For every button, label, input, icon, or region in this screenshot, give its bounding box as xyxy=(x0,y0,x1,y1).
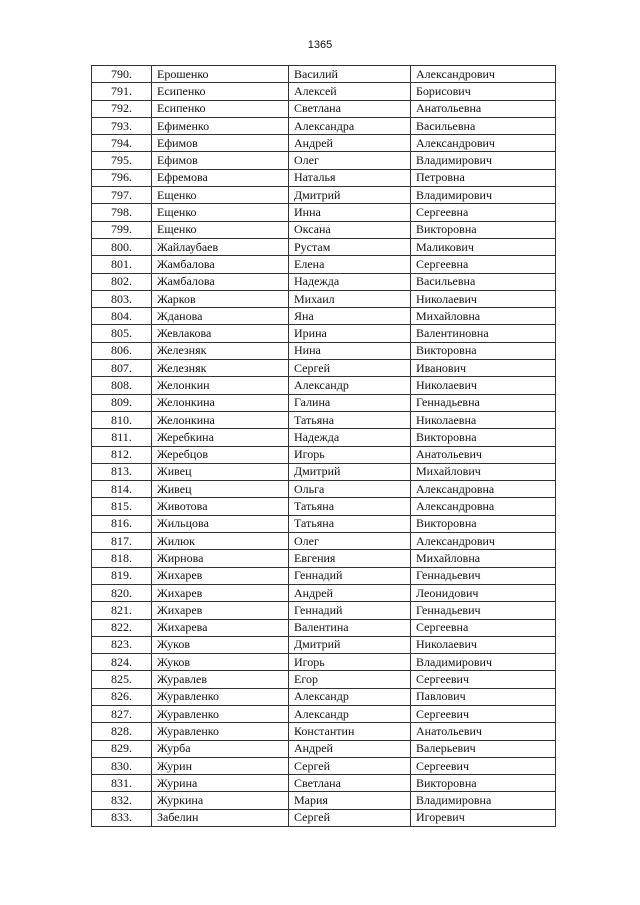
table-row xyxy=(92,256,556,273)
row-number-cell: 829. xyxy=(92,740,152,757)
first-name-cell: Александр xyxy=(289,688,411,705)
row-number-cell: 793. xyxy=(92,117,152,134)
first-name-cell: Инна xyxy=(289,204,411,221)
first-name-cell: Нина xyxy=(289,342,411,359)
patronymic-cell: Сергеевна xyxy=(411,256,556,273)
row-number-cell: 814. xyxy=(92,481,152,498)
last-name-cell: Журба xyxy=(152,740,289,757)
row-number-cell: 827. xyxy=(92,705,152,722)
last-name-cell: Жайлаубаев xyxy=(152,238,289,255)
first-name-cell: Игорь xyxy=(289,446,411,463)
table-row xyxy=(92,411,556,428)
last-name-cell: Журавленко xyxy=(152,705,289,722)
patronymic-cell: Маликович xyxy=(411,238,556,255)
row-number-cell: 803. xyxy=(92,290,152,307)
last-name-cell: Жданова xyxy=(152,308,289,325)
patronymic-cell: Борисович xyxy=(411,83,556,100)
table-row xyxy=(92,619,556,636)
first-name-cell: Евгения xyxy=(289,550,411,567)
row-number-cell: 796. xyxy=(92,169,152,186)
row-number-cell: 807. xyxy=(92,360,152,377)
roster-table-body xyxy=(92,66,556,827)
last-name-cell: Ефимов xyxy=(152,152,289,169)
first-name-cell: Алексей xyxy=(289,83,411,100)
first-name-cell: Константин xyxy=(289,723,411,740)
patronymic-cell: Сергеевич xyxy=(411,757,556,774)
first-name-cell: Дмитрий xyxy=(289,463,411,480)
row-number-cell: 831. xyxy=(92,775,152,792)
patronymic-cell: Васильевна xyxy=(411,117,556,134)
table-row xyxy=(92,654,556,671)
first-name-cell: Татьяна xyxy=(289,515,411,532)
last-name-cell: Журавленко xyxy=(152,723,289,740)
last-name-cell: Жамбалова xyxy=(152,256,289,273)
row-number-cell: 809. xyxy=(92,394,152,411)
table-row xyxy=(92,100,556,117)
table-row xyxy=(92,463,556,480)
patronymic-cell: Анатольевна xyxy=(411,100,556,117)
table-row xyxy=(92,169,556,186)
table-row xyxy=(92,567,556,584)
patronymic-cell: Викторовна xyxy=(411,342,556,359)
row-number-cell: 825. xyxy=(92,671,152,688)
first-name-cell: Александр xyxy=(289,705,411,722)
last-name-cell: Живец xyxy=(152,481,289,498)
last-name-cell: Есипенко xyxy=(152,83,289,100)
row-number-cell: 791. xyxy=(92,83,152,100)
row-number-cell: 792. xyxy=(92,100,152,117)
table-row xyxy=(92,757,556,774)
last-name-cell: Ефименко xyxy=(152,117,289,134)
row-number-cell: 828. xyxy=(92,723,152,740)
patronymic-cell: Михайловна xyxy=(411,308,556,325)
last-name-cell: Ещенко xyxy=(152,204,289,221)
row-number-cell: 808. xyxy=(92,377,152,394)
table-row xyxy=(92,238,556,255)
patronymic-cell: Сергеевна xyxy=(411,619,556,636)
row-number-cell: 804. xyxy=(92,308,152,325)
patronymic-cell: Викторовна xyxy=(411,221,556,238)
first-name-cell: Наталья xyxy=(289,169,411,186)
table-row xyxy=(92,809,556,826)
row-number-cell: 812. xyxy=(92,446,152,463)
patronymic-cell: Владимирович xyxy=(411,654,556,671)
first-name-cell: Валентина xyxy=(289,619,411,636)
patronymic-cell: Александрович xyxy=(411,135,556,152)
patronymic-cell: Сергеевич xyxy=(411,705,556,722)
patronymic-cell: Владимирович xyxy=(411,187,556,204)
patronymic-cell: Сергеевич xyxy=(411,671,556,688)
patronymic-cell: Валентиновна xyxy=(411,325,556,342)
patronymic-cell: Николаевич xyxy=(411,636,556,653)
table-row xyxy=(92,688,556,705)
row-number-cell: 832. xyxy=(92,792,152,809)
patronymic-cell: Анатольевич xyxy=(411,723,556,740)
table-row xyxy=(92,187,556,204)
first-name-cell: Андрей xyxy=(289,740,411,757)
patronymic-cell: Иванович xyxy=(411,360,556,377)
last-name-cell: Желонкина xyxy=(152,411,289,428)
last-name-cell: Жеребцов xyxy=(152,446,289,463)
last-name-cell: Жихарев xyxy=(152,567,289,584)
first-name-cell: Ирина xyxy=(289,325,411,342)
last-name-cell: Журкина xyxy=(152,792,289,809)
row-number-cell: 820. xyxy=(92,584,152,601)
patronymic-cell: Николаевна xyxy=(411,411,556,428)
patronymic-cell: Владимировна xyxy=(411,792,556,809)
row-number-cell: 819. xyxy=(92,567,152,584)
patronymic-cell: Николаевич xyxy=(411,377,556,394)
table-row xyxy=(92,671,556,688)
table-row xyxy=(92,636,556,653)
table-row xyxy=(92,66,556,83)
row-number-cell: 799. xyxy=(92,221,152,238)
row-number-cell: 805. xyxy=(92,325,152,342)
first-name-cell: Сергей xyxy=(289,809,411,826)
first-name-cell: Светлана xyxy=(289,100,411,117)
table-row xyxy=(92,152,556,169)
row-number-cell: 790. xyxy=(92,66,152,83)
table-row xyxy=(92,135,556,152)
last-name-cell: Желонкин xyxy=(152,377,289,394)
first-name-cell: Дмитрий xyxy=(289,636,411,653)
patronymic-cell: Игоревич xyxy=(411,809,556,826)
patronymic-cell: Викторовна xyxy=(411,515,556,532)
table-row xyxy=(92,308,556,325)
table-row xyxy=(92,342,556,359)
last-name-cell: Жихарев xyxy=(152,602,289,619)
last-name-cell: Жамбалова xyxy=(152,273,289,290)
row-number-cell: 817. xyxy=(92,533,152,550)
row-number-cell: 800. xyxy=(92,238,152,255)
first-name-cell: Александр xyxy=(289,377,411,394)
row-number-cell: 818. xyxy=(92,550,152,567)
first-name-cell: Яна xyxy=(289,308,411,325)
last-name-cell: Ерошенко xyxy=(152,66,289,83)
last-name-cell: Ефремова xyxy=(152,169,289,186)
first-name-cell: Олег xyxy=(289,533,411,550)
patronymic-cell: Викторовна xyxy=(411,429,556,446)
first-name-cell: Олег xyxy=(289,152,411,169)
first-name-cell: Татьяна xyxy=(289,411,411,428)
row-number-cell: 824. xyxy=(92,654,152,671)
table-row xyxy=(92,740,556,757)
last-name-cell: Журавленко xyxy=(152,688,289,705)
row-number-cell: 830. xyxy=(92,757,152,774)
row-number-cell: 795. xyxy=(92,152,152,169)
roster-table xyxy=(91,65,556,827)
first-name-cell: Татьяна xyxy=(289,498,411,515)
last-name-cell: Забелин xyxy=(152,809,289,826)
table-row xyxy=(92,792,556,809)
table-row xyxy=(92,83,556,100)
first-name-cell: Надежда xyxy=(289,273,411,290)
last-name-cell: Ещенко xyxy=(152,187,289,204)
table-row xyxy=(92,273,556,290)
first-name-cell: Светлана xyxy=(289,775,411,792)
last-name-cell: Ефимов xyxy=(152,135,289,152)
table-row xyxy=(92,221,556,238)
patronymic-cell: Михайлович xyxy=(411,463,556,480)
row-number-cell: 801. xyxy=(92,256,152,273)
table-row xyxy=(92,775,556,792)
first-name-cell: Надежда xyxy=(289,429,411,446)
last-name-cell: Есипенко xyxy=(152,100,289,117)
row-number-cell: 802. xyxy=(92,273,152,290)
first-name-cell: Егор xyxy=(289,671,411,688)
patronymic-cell: Анатольевич xyxy=(411,446,556,463)
last-name-cell: Жильцова xyxy=(152,515,289,532)
first-name-cell: Михаил xyxy=(289,290,411,307)
table-row xyxy=(92,429,556,446)
table-row xyxy=(92,325,556,342)
row-number-cell: 833. xyxy=(92,809,152,826)
row-number-cell: 826. xyxy=(92,688,152,705)
last-name-cell: Жирнова xyxy=(152,550,289,567)
first-name-cell: Ольга xyxy=(289,481,411,498)
last-name-cell: Жихарева xyxy=(152,619,289,636)
row-number-cell: 811. xyxy=(92,429,152,446)
patronymic-cell: Михайловна xyxy=(411,550,556,567)
last-name-cell: Жилюк xyxy=(152,533,289,550)
first-name-cell: Александра xyxy=(289,117,411,134)
table-row xyxy=(92,481,556,498)
page-number: 1365 xyxy=(307,39,333,51)
first-name-cell: Мария xyxy=(289,792,411,809)
patronymic-cell: Владимирович xyxy=(411,152,556,169)
row-number-cell: 816. xyxy=(92,515,152,532)
patronymic-cell: Валерьевич xyxy=(411,740,556,757)
patronymic-cell: Леонидович xyxy=(411,584,556,601)
first-name-cell: Галина xyxy=(289,394,411,411)
patronymic-cell: Александровна xyxy=(411,481,556,498)
patronymic-cell: Александрович xyxy=(411,66,556,83)
row-number-cell: 798. xyxy=(92,204,152,221)
table-row xyxy=(92,550,556,567)
table-row xyxy=(92,117,556,134)
row-number-cell: 821. xyxy=(92,602,152,619)
table-row xyxy=(92,584,556,601)
last-name-cell: Жеребкина xyxy=(152,429,289,446)
first-name-cell: Сергей xyxy=(289,360,411,377)
table-row xyxy=(92,377,556,394)
patronymic-cell: Николаевич xyxy=(411,290,556,307)
last-name-cell: Ещенко xyxy=(152,221,289,238)
first-name-cell: Сергей xyxy=(289,757,411,774)
patronymic-cell: Геннадьевич xyxy=(411,602,556,619)
row-number-cell: 813. xyxy=(92,463,152,480)
last-name-cell: Железняк xyxy=(152,342,289,359)
table-row xyxy=(92,204,556,221)
first-name-cell: Геннадий xyxy=(289,602,411,619)
table-row xyxy=(92,705,556,722)
first-name-cell: Геннадий xyxy=(289,567,411,584)
last-name-cell: Животова xyxy=(152,498,289,515)
first-name-cell: Андрей xyxy=(289,135,411,152)
first-name-cell: Елена xyxy=(289,256,411,273)
last-name-cell: Жевлакова xyxy=(152,325,289,342)
first-name-cell: Рустам xyxy=(289,238,411,255)
patronymic-cell: Сергеевна xyxy=(411,204,556,221)
last-name-cell: Жихарев xyxy=(152,584,289,601)
patronymic-cell: Александрович xyxy=(411,533,556,550)
last-name-cell: Желонкина xyxy=(152,394,289,411)
patronymic-cell: Васильевна xyxy=(411,273,556,290)
table-row xyxy=(92,394,556,411)
table-row xyxy=(92,290,556,307)
table-row xyxy=(92,515,556,532)
table-row xyxy=(92,360,556,377)
patronymic-cell: Геннадьевна xyxy=(411,394,556,411)
row-number-cell: 806. xyxy=(92,342,152,359)
row-number-cell: 794. xyxy=(92,135,152,152)
last-name-cell: Живец xyxy=(152,463,289,480)
patronymic-cell: Петровна xyxy=(411,169,556,186)
patronymic-cell: Геннадьевич xyxy=(411,567,556,584)
patronymic-cell: Павлович xyxy=(411,688,556,705)
last-name-cell: Журина xyxy=(152,775,289,792)
last-name-cell: Журин xyxy=(152,757,289,774)
first-name-cell: Оксана xyxy=(289,221,411,238)
last-name-cell: Жуков xyxy=(152,654,289,671)
table-row xyxy=(92,533,556,550)
first-name-cell: Андрей xyxy=(289,584,411,601)
row-number-cell: 810. xyxy=(92,411,152,428)
table-row xyxy=(92,446,556,463)
table-row xyxy=(92,602,556,619)
last-name-cell: Журавлев xyxy=(152,671,289,688)
table-row xyxy=(92,723,556,740)
patronymic-cell: Александровна xyxy=(411,498,556,515)
patronymic-cell: Викторовна xyxy=(411,775,556,792)
first-name-cell: Игорь xyxy=(289,654,411,671)
first-name-cell: Дмитрий xyxy=(289,187,411,204)
first-name-cell: Василий xyxy=(289,66,411,83)
row-number-cell: 822. xyxy=(92,619,152,636)
table-row xyxy=(92,498,556,515)
last-name-cell: Железняк xyxy=(152,360,289,377)
last-name-cell: Жарков xyxy=(152,290,289,307)
row-number-cell: 815. xyxy=(92,498,152,515)
row-number-cell: 797. xyxy=(92,187,152,204)
row-number-cell: 823. xyxy=(92,636,152,653)
last-name-cell: Жуков xyxy=(152,636,289,653)
